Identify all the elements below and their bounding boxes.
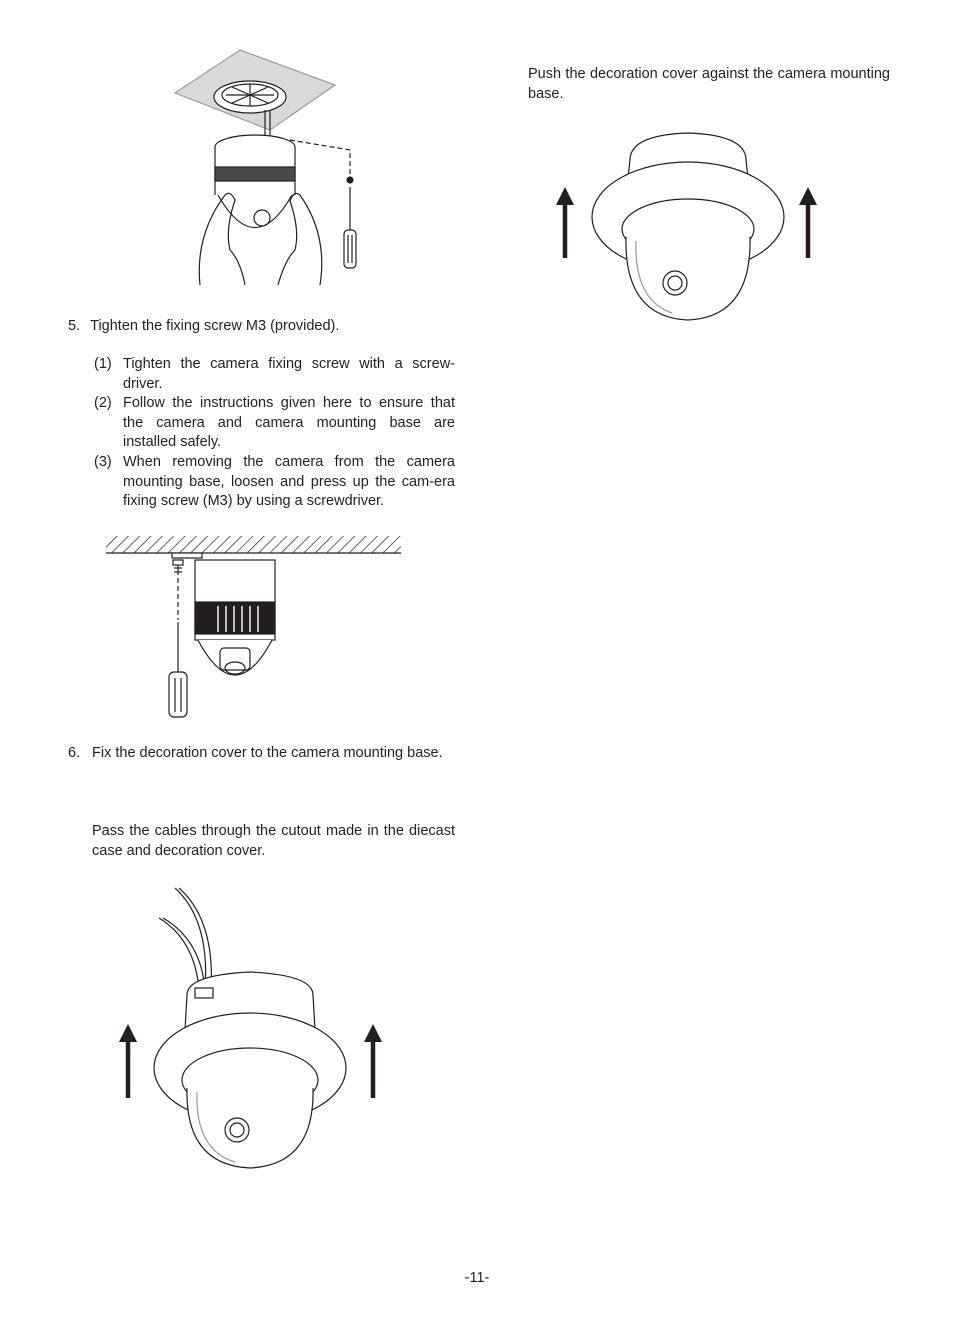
substep-1-text: Tighten the camera fixing screw with a screw-driver.	[123, 356, 455, 392]
substep-3-number: (3)	[94, 454, 112, 470]
push-decoration-cover-illustration	[550, 125, 825, 325]
page-number: -11-	[464, 1270, 490, 1286]
substep-2	[94, 394, 455, 453]
push-cover-note: Push the decoration cover against the camera mounting base.	[528, 66, 890, 102]
decoration-cover-cables-illustration	[115, 880, 385, 1175]
substep-3-text: When removing the camera from the camera mounting base, loosen and press up the cam-era fixing screw (M3) by using a screwdriver.	[123, 454, 455, 510]
substep-2-text: Follow the instructions given here to ensure that the camera and camera mounting base are installed safely.	[123, 395, 455, 451]
step-6-number: 6.	[68, 745, 81, 761]
step-6-note: Pass the cables through the cutout made in the diecast case and decoration cover.	[92, 823, 455, 859]
step-6-heading: Fix the decoration cover to the camera mounting base.	[92, 745, 443, 761]
step-5-number: 5.	[68, 318, 81, 334]
step-6	[68, 744, 455, 764]
step-5-heading: Tighten the fixing screw M3 (provided).	[90, 318, 340, 334]
substep-1	[94, 355, 455, 394]
substep-1-number: (1)	[94, 356, 112, 372]
mounting-camera-illustration	[170, 45, 370, 285]
substep-2-number: (2)	[94, 395, 112, 411]
step-5	[68, 317, 468, 337]
substep-3	[94, 453, 455, 512]
fixing-screw-illustration	[100, 530, 410, 725]
